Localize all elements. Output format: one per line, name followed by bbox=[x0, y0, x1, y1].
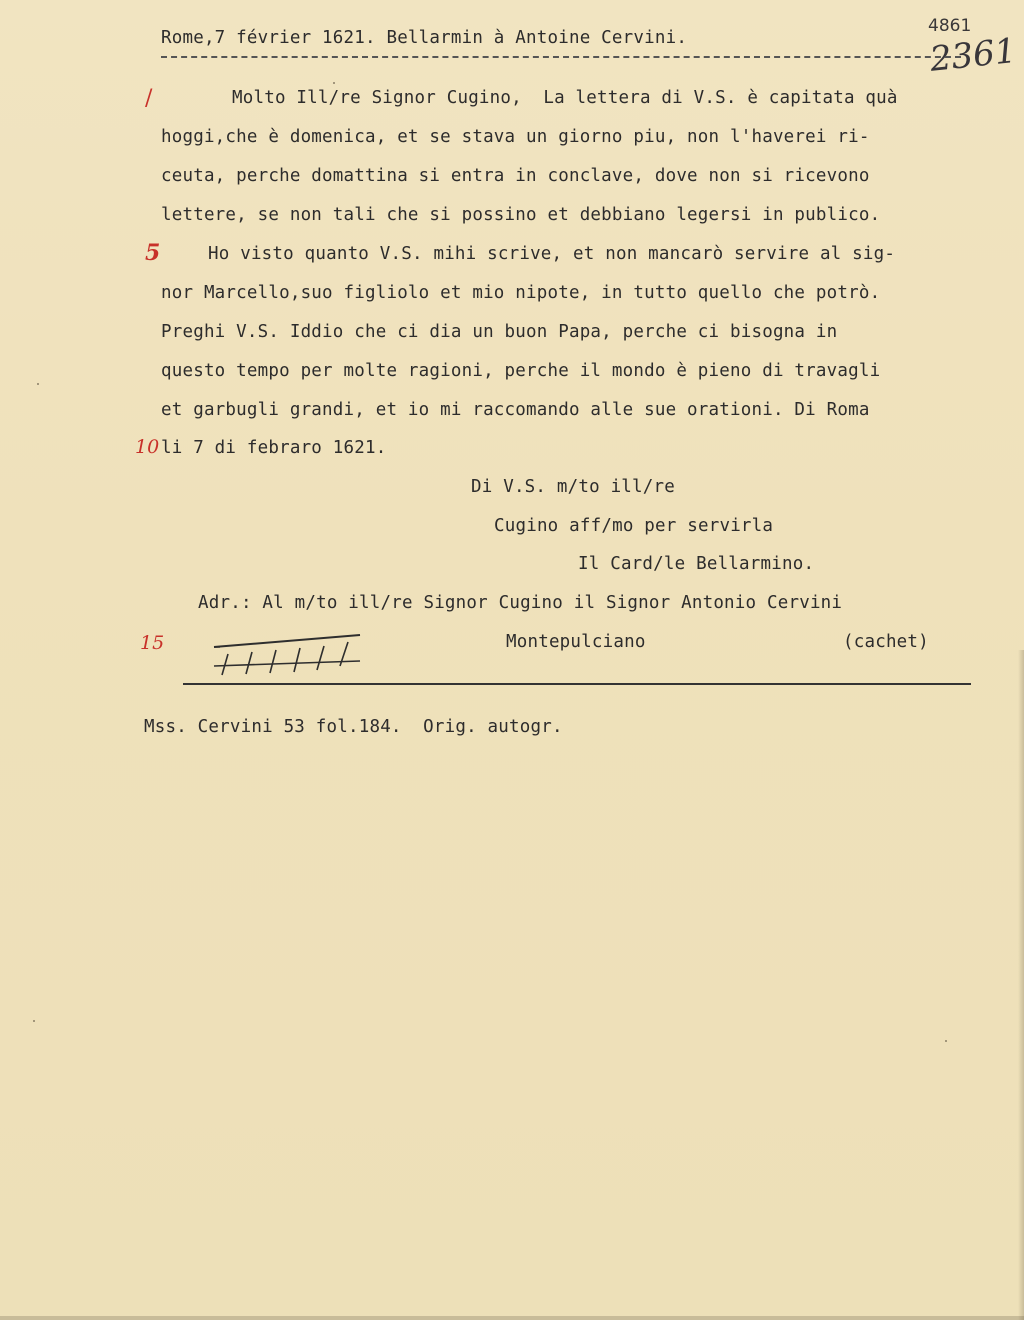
letter-line: nor Marcello,suo figliolo et mio nipote, in tutto quello che potrò. bbox=[161, 283, 881, 303]
letter-line: Preghi V.S. Iddio che ci dia un buon Papa, perche ci bisogna in bbox=[161, 322, 838, 342]
letter-line: lettere, se non tali che si possino et debbiano legersi in publico. bbox=[161, 205, 881, 225]
letter-line: ceuta, perche domattina si entra in conclave, dove non si ricevono bbox=[161, 166, 870, 186]
header-divider bbox=[161, 56, 961, 58]
letter-line: Molto Ill/re Signor Cugino, La lettera di V.S. è capitata quà bbox=[232, 88, 898, 108]
closing-relation: Cugino aff/mo per servirla bbox=[494, 516, 774, 536]
letter-line: hoggi,che è domenica, et se stava un giorno piu, non l'haverei ri- bbox=[161, 127, 870, 147]
paper-speck bbox=[33, 1020, 35, 1022]
source-reference: Mss. Cervini 53 fol.184. Orig. autogr. bbox=[144, 717, 563, 737]
margin-mark-line-15: 15 bbox=[140, 632, 165, 654]
seal-note: (cachet) bbox=[843, 632, 929, 652]
page-bottom-edge bbox=[0, 1316, 1024, 1320]
paper-speck bbox=[333, 82, 335, 84]
paper-speck bbox=[37, 383, 39, 385]
letter-line: li 7 di febraro 1621. bbox=[161, 438, 387, 458]
seal-hatch-mark bbox=[200, 630, 370, 680]
page-edge-shadow bbox=[1018, 650, 1024, 1320]
address-city: Montepulciano bbox=[506, 632, 646, 652]
margin-mark-line-5: 5 bbox=[145, 240, 161, 266]
header-title: Rome,7 février 1621. Bellarmin à Antoine Cervini. bbox=[161, 28, 688, 48]
folio-number: 2361 bbox=[928, 30, 1019, 80]
signature-line: Il Card/le Bellarmino. bbox=[578, 554, 815, 574]
paper-speck bbox=[945, 1040, 947, 1042]
margin-mark-line-1: / bbox=[145, 86, 153, 111]
footer-divider bbox=[183, 683, 971, 685]
page-number: 4861 bbox=[928, 16, 972, 36]
letter-line: questo tempo per molte ragioni, perche il mondo è pieno di travagli bbox=[161, 361, 881, 381]
margin-mark-line-10: 10 bbox=[135, 436, 160, 458]
letter-line: et garbugli grandi, et io mi raccomando alle sue orationi. Di Roma bbox=[161, 400, 870, 420]
letter-line: Ho visto quanto V.S. mihi scrive, et non mancarò servire al sig- bbox=[208, 244, 896, 264]
address-line: Adr.: Al m/to ill/re Signor Cugino il Signor Antonio Cervini bbox=[198, 593, 843, 613]
closing-salutation: Di V.S. m/to ill/re bbox=[471, 477, 675, 497]
